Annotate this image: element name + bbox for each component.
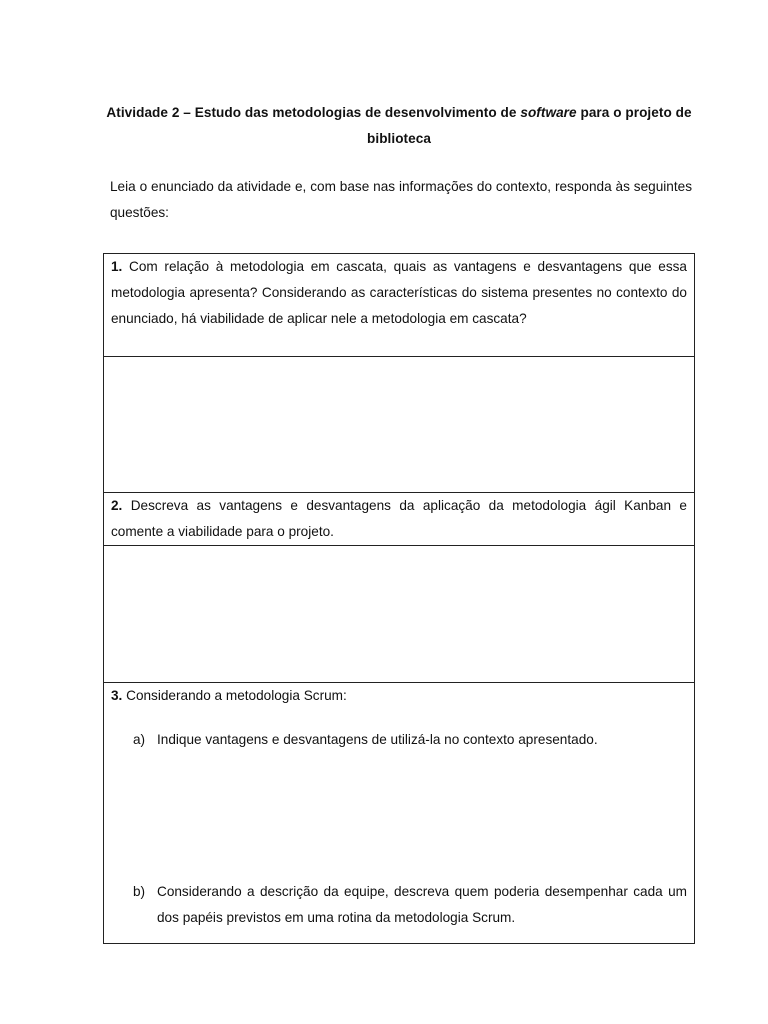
question-1 [111, 254, 687, 332]
question-cell-3[interactable] [104, 683, 695, 944]
question-1-number: 1. [111, 259, 123, 274]
question-3-item-a-text: Indique vantagens e desvantagens de utilizá-la no contexto apresentado. [157, 732, 598, 747]
questions-table [103, 253, 695, 944]
title-text-part2: para o projeto de biblioteca [367, 105, 692, 146]
question-3-item-b-marker: b) [133, 884, 146, 899]
question-3-item-b-text: Considerando a descrição da equipe, descreva quem poderia desempenhar cada um dos papéis previstos em uma rotina da metodologia Scrum. [157, 884, 687, 925]
question-3-item-b [111, 879, 687, 931]
question-3-item-a [111, 727, 687, 753]
answer-row-1 [104, 357, 695, 493]
answer-cell-1[interactable] [104, 357, 695, 493]
intro-paragraph: Leia o enunciado da atividade e, com base nas informações do contexto, responda às seguintes questões: [110, 179, 692, 220]
answer-row-2 [104, 546, 695, 683]
title-text-part1: Atividade 2 – Estudo das metodologias de desenvolvimento de [106, 105, 521, 120]
answer-cell-2[interactable] [104, 546, 695, 683]
question-3 [111, 683, 687, 709]
question-row-2 [104, 493, 695, 546]
question-2-text: Descreva as vantagens e desvantagens da aplicação da metodologia ágil Kanban e comente a viabilidade para o projeto. [111, 498, 687, 539]
question-3-number: 3. [111, 688, 123, 703]
question-1-text: Com relação à metodologia em cascata, quais as vantagens e desvantagens que essa metodologia apresenta? Considerando as características do sistema presentes no contexto do enunciado, há viabilidade de aplicar nele a metodologia em cascata? [111, 259, 687, 326]
question-2 [111, 493, 687, 545]
question-2-number: 2. [111, 498, 123, 513]
question-cell-1 [104, 254, 695, 357]
question-row-1 [104, 254, 695, 357]
question-row-3 [104, 683, 695, 944]
question-3-text: Considerando a metodologia Scrum: [122, 688, 347, 703]
document-title [104, 100, 694, 152]
question-3-item-a-marker: a) [133, 732, 146, 747]
question-cell-2 [104, 493, 695, 546]
title-text-italic: software [520, 105, 577, 120]
